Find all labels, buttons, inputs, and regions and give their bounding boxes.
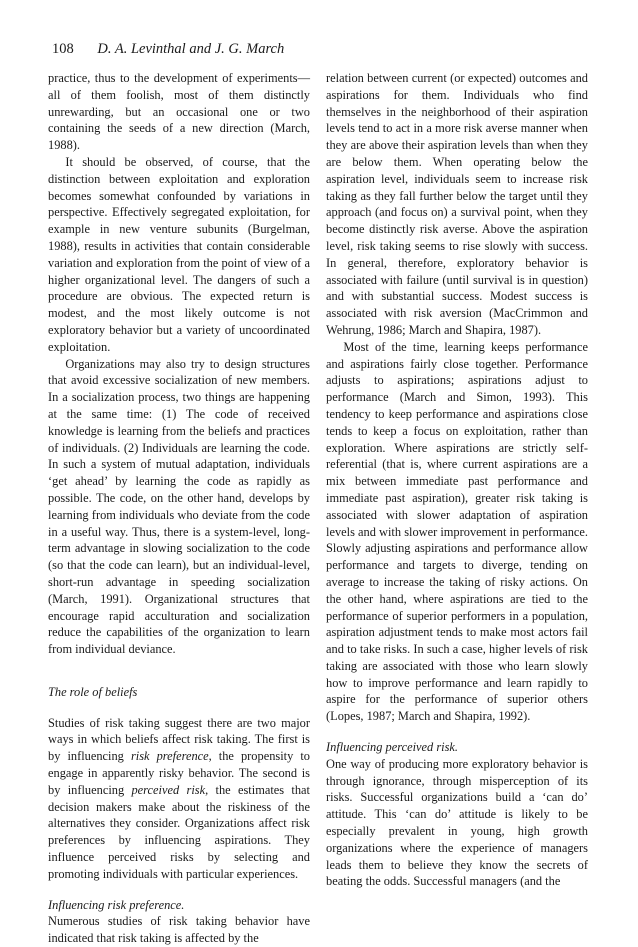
- subsection-heading: Influencing perceived risk.: [326, 740, 459, 755]
- paragraph: It should be observed, of course, that the distinction between exploitation and exploration becomes somewhat confounded by variations in perspective. Effectively segregated exploitation, for example in new venture subunits (Burgelman, 1988), results in activities that contain considerable variation and exploration from the point of view of a higher organizational level. The dangers of such a procedure are obvious. The expected return is modest, and the most likely outcome is not exploratory behavior but a variety of uncoordinated exploitation.: [48, 154, 310, 354]
- paragraph: Most of the time, learning keeps performance and aspirations fairly close together. Performance adjusts to aspirations; aspirations adjust to performance (March and Simon, 1993). This tendency to keep performance and aspirations close tends to keep a focus on exploitation, rather than exploration. Where aspirations are strictly self-referential (that is, where current aspirations are a mix between immediate past performance and immediate past aspiration), greater risk taking is associated with slower adaptation of aspiration levels and with slower improvement in performance. Slowly adjusting aspirations and performance allow performance and targets to diverge, tending on average to increase the taking of risky actions. On the other hand, where aspirations are tied to the performance of superior performers in a population, aspiration adjustment tends to make most actors fail and to take risks. In such a case, higher levels of risk taking are associated with those who learn slowly how to improve performance and learn rapidly to aspire for the performance of superior others (Lopes, 1987; March and Shapira, 1992).: [326, 339, 588, 724]
- running-head-authors: D. A. Levinthal and J. G. March: [97, 41, 285, 57]
- paragraph: practice, thus to the development of experiments—all of them foolish, most of them distinctly unrewarding, but an occasional one or two containing the seeds of a new direction (March, 1988).: [48, 71, 310, 153]
- subsection-heading: Influencing risk preference.: [48, 897, 185, 912]
- left-column: [48, 70, 310, 947]
- running-head: [52, 40, 592, 58]
- emphasis: perceived risk: [131, 782, 206, 797]
- paragraph: relation between current (or expected) outcomes and aspirations for them. Individuals who find themselves in the neighborhood of their aspiration levels tend to act in a more risk averse manner when they are above their aspiration levels than when they are below them. When operating below the aspiration level, individuals seem to increase risk taking as they fall further below the target until they approach (and focus on) a survival point, when they become distinctly risk averse. Above the aspiration level, risk taking seems to rise slowly with success. In general, therefore, exploratory behavior is associated with failure (until survival is in question) and with substantial success. Modest success is associated with risk aversion (MacCrimmon and Wehrung, 1986; March and Shapira, 1987).: [326, 71, 588, 337]
- section-heading: The role of beliefs: [48, 684, 138, 699]
- page-number: 108: [52, 41, 74, 57]
- emphasis: risk preference: [130, 749, 209, 764]
- paragraph: Studies of risk taking suggest there are two major ways in which beliefs affect risk taking. The first is by influencing risk preference, the propensity to engage in apparently risky behavior. The second is by influencing perceived risk, the estimates that decision makers make about the riskiness of the alternatives they consider. Organizations affect risk preferences by influencing aspirations. They influence perceived risks by selecting and promoting individuals with particular experiences.: [48, 715, 310, 881]
- paragraph: Numerous studies of risk taking behavior have indicated that risk taking is affected by the: [48, 914, 310, 946]
- paragraph: Organizations may also try to design structures that avoid excessive socialization of new members. In a socialization process, two things are happening at the same time: (1) The code of received knowledge is learning from the beliefs and practices of individuals. (2) Individuals are learning the code. In such a system of mutual adaptation, individuals ‘get ahead’ by learning the code as rapidly as possible. The code, on the other hand, develops by learning from individuals who deviate from the code in a useful way. Thus, there is a system-level, long-term advantage in slowing socialization to the code (so that the code can learn), but an individual-level, short-run advantage in speeding socialization (March, 1991). Organizational structures that encourage rapid acculturation and socialization reduce the capabilities of the organization to learn from individual deviance.: [48, 356, 310, 657]
- paragraph: One way of producing more exploratory behavior is through ignorance, through misperception of its risks. Successful organizations build a ‘can do’ attitude. This ‘can do’ attitude is likely to be especially prevalent in young, high growth organizations where the experience of managers leads them to believe they know the secrets of beating the odds. Successful managers (and the: [326, 756, 588, 889]
- right-column: [326, 70, 588, 890]
